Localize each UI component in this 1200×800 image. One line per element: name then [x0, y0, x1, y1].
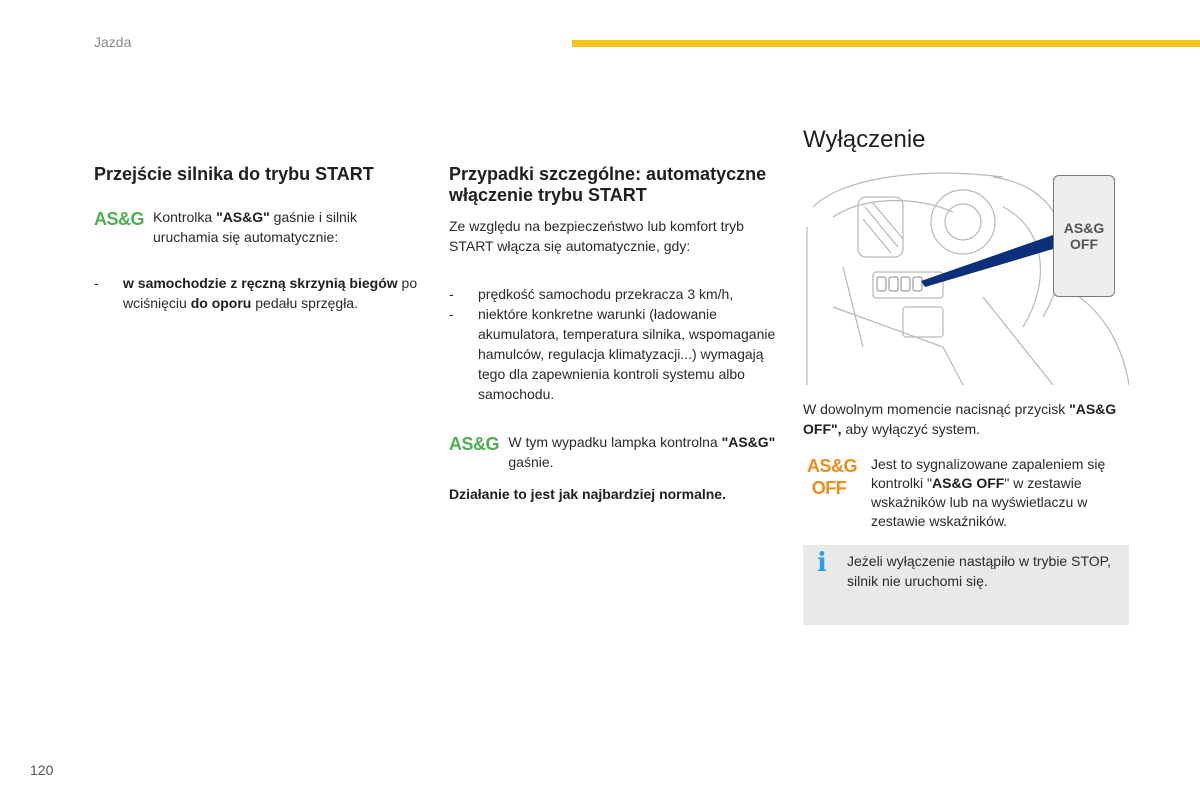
asg-green-indicator-icon: AS&G [94, 209, 145, 229]
signal-text: Jest to sygnalizowane zapaleniem się kontrolki " [871, 456, 1106, 491]
list-item [94, 273, 419, 313]
asg-off-orange-indicator-icon [803, 455, 861, 499]
special-cases-list [449, 284, 779, 404]
asg-off-button-label: AS&G OFF [1063, 220, 1105, 252]
dashboard-illustration [803, 167, 1129, 385]
press-instruction [803, 399, 1133, 439]
info-note-text: Jeżeli wyłączenie nastąpiło w trybie STOP, silnik nie uruchomi się. [847, 553, 1112, 589]
lamp-bold: "AS&G" [721, 434, 776, 450]
asg-off-indicator-row [803, 455, 1133, 531]
start-mode-heading: Przejście silnika do trybu START [94, 164, 374, 184]
header-accent-bar [572, 40, 1200, 47]
info-icon: i [817, 548, 827, 578]
page-number: 120 [30, 762, 54, 778]
asg-off-button-callout [1053, 175, 1115, 297]
item-bold-2: do oporu [190, 295, 252, 311]
indicator-line-1: AS&G [806, 456, 857, 476]
start-mode-list [94, 273, 419, 313]
asg-green-indicator-icon: AS&G [449, 434, 500, 454]
item-bold: w samochodzie z ręczną skrzynią biegów [123, 275, 398, 291]
press-text: W dowolnym momencie nacisnąć przycisk [803, 401, 1070, 417]
asg-indicator-row [94, 207, 419, 247]
column-special-cases [449, 164, 779, 504]
column-start-mode [94, 164, 419, 313]
normal-operation-note: Działanie to jest jak najbardziej normalne. [449, 486, 726, 502]
press-bold: "AS&G OFF", [803, 401, 1117, 437]
press-text-2: aby wyłączyć system. [841, 421, 981, 437]
section-header: Jazda [94, 34, 132, 50]
item-text-2: pedału sprzęgła. [251, 295, 358, 311]
intro-text: Kontrolka [153, 209, 217, 225]
disable-heading: Wyłączenie [803, 126, 926, 153]
intro-text-2: gaśnie i silnik uruchamia się automatycznie: [153, 209, 357, 245]
lamp-text-2: gaśnie. [508, 454, 554, 470]
indicator-line-2: OFF [811, 478, 847, 498]
column-disable [803, 125, 1133, 625]
intro-bold: "AS&G" [216, 209, 270, 225]
asg-off-signal-text [871, 455, 1129, 531]
signal-bold: AS&G OFF [932, 475, 1005, 491]
item-text: po wciśnięciu [123, 275, 418, 311]
asg-lamp-text [508, 432, 779, 472]
special-cases-intro: Ze względu na bezpieczeństwo lub komfort tryb START włącza się automatycznie, gdy: [449, 218, 744, 254]
list-item: - niektóre konkretne warunki (ładowanie akumulatora, temperatura silnika, wspomaganie hamulców, regulacja klimatyzacji...) wymagają tego dla zapewnienia kontroli systemu albo samochodu. [449, 304, 778, 404]
info-note-box [803, 545, 1129, 625]
signal-text-2: " w zestawie wskaźników lub na wyświetlaczu w zestawie wskaźników. [871, 475, 1088, 529]
asg-indicator-text [153, 207, 419, 247]
lamp-text: W tym wypadku lampka kontrolna [508, 434, 722, 450]
special-cases-heading: Przypadki szczególne: automatyczne włączenie trybu START [449, 164, 767, 205]
asg-lamp-row [449, 432, 779, 472]
list-item: - prędkość samochodu przekracza 3 km/h, [449, 284, 779, 304]
